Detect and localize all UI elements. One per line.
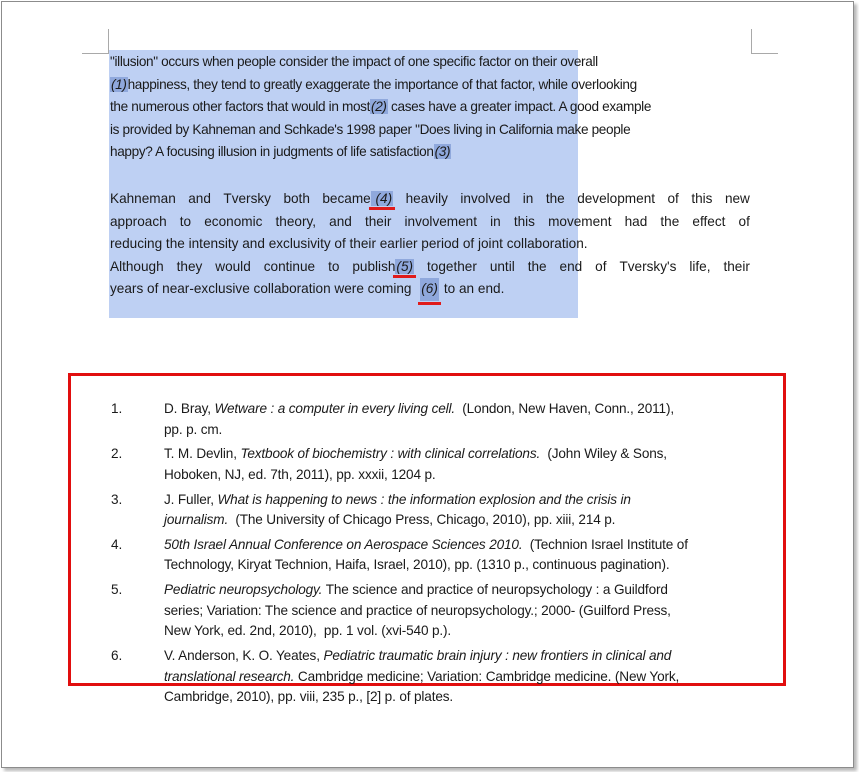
paragraph-line bbox=[110, 256, 750, 279]
text-run: new bbox=[724, 191, 750, 206]
reference-text bbox=[164, 646, 764, 708]
text-run: Tversky bbox=[223, 191, 271, 206]
text-run: life, bbox=[689, 258, 711, 274]
word-group bbox=[276, 211, 317, 234]
text-run: of bbox=[738, 213, 750, 229]
word-group bbox=[548, 211, 611, 234]
reference-text bbox=[164, 580, 764, 642]
citation-placeholder[interactable]: (5) bbox=[396, 258, 414, 274]
text-run: economic bbox=[204, 213, 263, 229]
reference-line bbox=[164, 667, 764, 688]
text-run: reducing the intensity and exclusivity of their earlier period of joint collaboration. bbox=[110, 236, 588, 252]
word-group bbox=[723, 256, 749, 279]
word-group bbox=[110, 188, 176, 211]
text-run: The science and practice of neuropsychology : a Guildford bbox=[322, 582, 668, 598]
text-run: (John Wiley & Sons, bbox=[540, 446, 667, 462]
word-group bbox=[406, 188, 448, 211]
text-run: the numerous other factors that would in most bbox=[110, 99, 371, 115]
word-group bbox=[110, 211, 167, 234]
text-run: New York, ed. 2nd, 2010), pp. 1 vol. (xvi-540 p.). bbox=[164, 623, 452, 639]
margin-corner-top-right bbox=[751, 29, 778, 54]
paragraph-line bbox=[110, 188, 750, 211]
reference-line bbox=[164, 580, 764, 601]
reference-line bbox=[164, 420, 764, 441]
citation-placeholder[interactable]: (3) bbox=[434, 144, 451, 160]
word-group bbox=[283, 188, 309, 211]
italic-title-text: Pediatric neuropsychology. bbox=[164, 582, 323, 598]
word-group bbox=[490, 256, 515, 279]
text-run: became bbox=[322, 191, 371, 206]
citation-placeholder[interactable]: (2) bbox=[371, 99, 387, 115]
text-run: Cambridge medicine; Variation: Cambridge medicine. (New York, bbox=[294, 668, 680, 684]
reference-text bbox=[164, 535, 764, 576]
word-group bbox=[427, 256, 477, 279]
text-run: publish bbox=[352, 258, 396, 274]
word-group bbox=[177, 256, 203, 279]
word-group bbox=[223, 188, 271, 211]
word-group bbox=[660, 211, 679, 234]
text-run: pp. p. cm. bbox=[164, 421, 223, 437]
text-run: would bbox=[215, 258, 251, 274]
text-run: series; Variation: The science and practice of neuropsychology.; 2000- (Guilford Press, bbox=[164, 602, 671, 618]
text-run: both bbox=[283, 191, 310, 206]
text-run: of bbox=[667, 191, 679, 206]
document-page bbox=[1, 1, 854, 768]
italic-title-text: Textbook of biochemistry : with clinical correlations. bbox=[240, 446, 541, 462]
text-run: T. M. Devlin, bbox=[164, 446, 241, 462]
text-run: and bbox=[188, 191, 211, 206]
reference-text bbox=[164, 444, 764, 485]
paragraph-line bbox=[110, 233, 750, 256]
reference-number: 3. bbox=[111, 491, 123, 507]
reference-line bbox=[164, 444, 764, 465]
text-run: D. Bray, bbox=[164, 401, 215, 416]
word-group bbox=[329, 211, 352, 234]
text-run: happy? A focusing illusion in judgments of life satisfaction bbox=[110, 144, 434, 160]
word-group bbox=[546, 188, 565, 211]
reference-number: 5. bbox=[111, 582, 123, 598]
reference-line bbox=[164, 646, 764, 667]
text-run: to bbox=[328, 258, 340, 274]
word-group bbox=[725, 188, 750, 211]
word-group bbox=[689, 256, 710, 279]
text-run: in bbox=[522, 191, 534, 206]
reference-text bbox=[164, 399, 764, 440]
text-run: heavily bbox=[405, 191, 448, 206]
paragraph-line bbox=[110, 141, 750, 164]
word-group bbox=[577, 188, 655, 211]
paragraph-kahneman-tversky[interactable] bbox=[110, 188, 750, 301]
text-run: of bbox=[595, 258, 607, 274]
word-group bbox=[264, 256, 315, 279]
word-group bbox=[739, 211, 750, 234]
paragraph-line bbox=[110, 74, 750, 97]
paragraph-line bbox=[110, 51, 750, 74]
text-run: Tversky's bbox=[619, 258, 677, 274]
text-run: end bbox=[559, 258, 583, 274]
text-run: J. Fuller, bbox=[164, 491, 218, 507]
text-run: had bbox=[624, 213, 648, 229]
word-group bbox=[528, 256, 547, 279]
word-group bbox=[514, 211, 535, 234]
text-run: involved bbox=[460, 191, 511, 206]
margin-corner-top-left bbox=[82, 29, 109, 54]
text-run: movement bbox=[548, 213, 612, 229]
text-run: development bbox=[577, 191, 656, 206]
text-run: involvement bbox=[404, 213, 478, 229]
text-run: the bbox=[527, 258, 547, 274]
references-list-box bbox=[68, 373, 786, 705]
text-run: (Technion Israel Institute of bbox=[522, 536, 688, 552]
text-run: Technology, Kiryat Technion, Haifa, Israel, 2010), pp. (1310 p., continuous pagination). bbox=[164, 557, 670, 573]
paragraph-line bbox=[110, 119, 750, 142]
reference-line bbox=[164, 687, 764, 708]
text-run: Cambridge, 2010), pp. viii, 235 p., [2] p. of plates. bbox=[164, 689, 454, 705]
italic-title-text: What is happening to news : the information explosion and the crisis in bbox=[217, 491, 631, 507]
text-run: happiness, they tend to greatly exaggerate the importance of that factor, while overlooking bbox=[127, 76, 637, 92]
reference-number: 1. bbox=[111, 401, 123, 416]
text-run: continue bbox=[263, 258, 316, 274]
word-group bbox=[215, 256, 251, 279]
text-run: (London, New Haven, Conn., 2011), bbox=[455, 401, 674, 416]
word-group bbox=[625, 211, 648, 234]
word-group bbox=[110, 256, 164, 279]
text-run: they bbox=[176, 258, 203, 274]
text-run: effect bbox=[692, 213, 726, 229]
word-group bbox=[365, 211, 391, 234]
word-group bbox=[204, 211, 262, 234]
text-run: "illusion" occurs when people consider the impact of one specific factor on their overall bbox=[110, 54, 598, 69]
text-run: in bbox=[490, 213, 501, 229]
text-run: until bbox=[489, 258, 515, 274]
text-run: is provided by Kahneman and Schkade's 1998 paper "Does living in California make people bbox=[110, 121, 631, 137]
text-run: cases have a greater impact. A good example bbox=[387, 99, 652, 115]
word-group bbox=[668, 188, 679, 211]
reference-line bbox=[164, 601, 764, 622]
word-group bbox=[328, 256, 339, 279]
text-run: years of near-exclusive collaboration were coming bbox=[110, 281, 416, 297]
word-group bbox=[619, 256, 676, 279]
text-run: together bbox=[426, 258, 477, 274]
reference-line bbox=[164, 490, 764, 511]
text-run: (The University of Chicago Press, Chicago, 2010), pp. xiii, 214 p. bbox=[228, 512, 616, 528]
word-group bbox=[188, 188, 211, 211]
reference-number: 6. bbox=[111, 648, 123, 664]
word-group bbox=[322, 188, 393, 211]
reference-line bbox=[164, 535, 764, 556]
text-run: to an end. bbox=[443, 281, 505, 297]
word-group bbox=[490, 211, 501, 234]
italic-title-text: Pediatric traumatic brain injury : new frontiers in clinical and bbox=[323, 648, 672, 664]
citation-placeholder[interactable]: (1) bbox=[111, 76, 127, 92]
reference-number: 4. bbox=[111, 536, 123, 552]
word-group bbox=[352, 256, 414, 279]
citation-placeholder[interactable]: (6) bbox=[420, 278, 439, 301]
text-run: the bbox=[545, 191, 565, 206]
word-group bbox=[523, 188, 534, 211]
word-group bbox=[460, 188, 510, 211]
italic-title-text: 50th Israel Annual Conference on Aerospace Sciences 2010. bbox=[164, 536, 523, 552]
reference-text bbox=[164, 490, 764, 531]
reference-line bbox=[164, 399, 764, 420]
paragraph-focusing-illusion[interactable] bbox=[110, 51, 750, 164]
text-run: this bbox=[691, 191, 713, 206]
paragraph-line bbox=[110, 278, 750, 301]
word-group bbox=[692, 211, 725, 234]
italic-title-text: journalism. bbox=[164, 512, 229, 528]
text-run: their bbox=[364, 213, 392, 229]
text-run: theory, bbox=[275, 213, 317, 229]
paragraph-line bbox=[110, 211, 750, 234]
italic-title-text: translational research. bbox=[164, 668, 295, 684]
word-group bbox=[560, 256, 583, 279]
text-run: this bbox=[513, 213, 535, 229]
text-run: the bbox=[660, 213, 680, 229]
italic-title-text: Wetware : a computer in every living cell. bbox=[214, 401, 456, 416]
reference-line bbox=[164, 621, 764, 642]
text-run: Although bbox=[110, 258, 164, 274]
word-group bbox=[404, 211, 477, 234]
text-run: and bbox=[329, 213, 352, 229]
text-run: to bbox=[179, 213, 192, 229]
word-group bbox=[180, 211, 191, 234]
paragraph-line bbox=[110, 96, 750, 119]
text-run: V. Anderson, K. O. Yeates, bbox=[164, 648, 324, 664]
text-run: Hoboken, NJ, ed. 7th, 2011), pp. xxxii, 1204 p. bbox=[164, 466, 436, 482]
reference-line bbox=[164, 555, 764, 576]
citation-placeholder[interactable]: (4) bbox=[371, 191, 393, 206]
word-group bbox=[691, 188, 712, 211]
reference-line bbox=[164, 465, 764, 486]
text-run: their bbox=[723, 258, 750, 274]
reference-number: 2. bbox=[111, 446, 123, 462]
text-run: Kahneman bbox=[110, 191, 176, 206]
text-run: approach bbox=[110, 213, 167, 229]
reference-line bbox=[164, 510, 764, 531]
word-group bbox=[595, 256, 606, 279]
